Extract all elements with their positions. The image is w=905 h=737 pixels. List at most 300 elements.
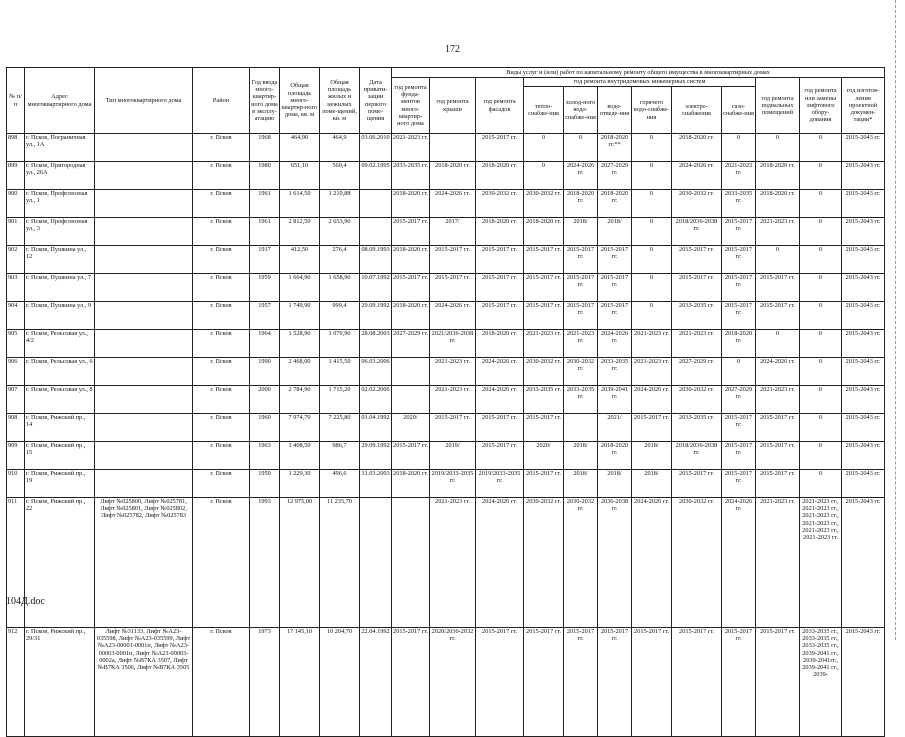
- row-gas: 2015-2017 гг.: [722, 628, 756, 737]
- row-facade: 2018-2020 гг.: [476, 162, 524, 190]
- row-cold: 0: [564, 134, 598, 162]
- row-sewer: 2015-2017 гг.: [598, 274, 632, 302]
- row-cold: 2024-2026 гг.: [564, 162, 598, 190]
- row-area-living: 10 204,70: [320, 628, 360, 737]
- row-lift: 0: [800, 414, 842, 442]
- row-cold: 2018/: [564, 442, 598, 470]
- row-basement: 2024-2026 гг.: [756, 358, 800, 386]
- row-gas: 0: [722, 134, 756, 162]
- row-area-living: 560,4: [320, 162, 360, 190]
- row-basement: 0: [756, 134, 800, 162]
- row-foundation: 2015-2017 гг.: [392, 218, 430, 246]
- row-number: 900: [7, 190, 25, 218]
- row-roof: 2018-2020 гг.: [430, 162, 476, 190]
- row-district: г. Псков: [193, 628, 250, 737]
- hdr-year: Год ввода много-квартир-ного дома в эксплу-атацию: [250, 68, 280, 134]
- row-elec: 2018-2020 гг.: [672, 134, 722, 162]
- row-heat: 2030-2032 гг.: [524, 358, 564, 386]
- row-gas: 2015-2017 гг.: [722, 470, 756, 498]
- row-facade: 2019/2033-2035 гг.: [476, 470, 524, 498]
- row-priv-date: 22.04.1992: [360, 628, 392, 737]
- row-facade: 2015-2017 гг.: [476, 442, 524, 470]
- hdr-sewer: водо-отведе-ния: [598, 87, 632, 134]
- row-area-living: 1 715,20: [320, 386, 360, 414]
- row-heat: 2030-2032 гг.: [524, 498, 564, 628]
- row-gas: 0: [722, 358, 756, 386]
- row-elec: 2024-2026 гг.: [672, 162, 722, 190]
- row-number: 907: [7, 386, 25, 414]
- row-sewer: 2015-2017 гг.: [598, 302, 632, 330]
- row-type: Лифт №025800, Лифт №025781, Лифт №025801, Лифт №025802, Лифт №025782, Лифт №025783: [95, 498, 193, 628]
- row-sewer: 2027-2029 гг.: [598, 162, 632, 190]
- row-year: 1917: [250, 246, 280, 274]
- row-hot: 2021-2023 гг.: [632, 330, 672, 358]
- row-heat: 2015-2017 гг.: [524, 302, 564, 330]
- row-hot: 0: [632, 134, 672, 162]
- row-foundation: 2015-2017 гг.: [392, 442, 430, 470]
- row-gas: 2027-2029 гг.: [722, 386, 756, 414]
- row-number: 898: [7, 134, 25, 162]
- row-foundation: 2020/: [392, 414, 430, 442]
- row-roof: 2019/: [430, 442, 476, 470]
- row-address: г. Псков, Рельсовая ул., 4/2: [25, 330, 95, 358]
- row-sewer: 2015-2017 гг.: [598, 628, 632, 737]
- row-type: [95, 330, 193, 358]
- row-district: г. Псков: [193, 442, 250, 470]
- row-type: [95, 470, 193, 498]
- row-cold: 2015-2017 гг.: [564, 246, 598, 274]
- row-heat: 2021-2023 гг.: [524, 330, 564, 358]
- row-hot: 2018/: [632, 470, 672, 498]
- row-heat: 2015-2017 гг.: [524, 246, 564, 274]
- row-lift: 0: [800, 302, 842, 330]
- row-address: г. Псков, Пушкина ул., 12: [25, 246, 95, 274]
- hdr-services: Виды услуг и (или) работ по капитальному ремонту общего имущества в многоквартирных домах: [392, 68, 885, 78]
- row-lift: 0: [800, 246, 842, 274]
- hdr-roof: год ремонта крыши: [430, 78, 476, 134]
- row-elec: 2033-2035 гг.: [672, 414, 722, 442]
- row-priv-date: [360, 218, 392, 246]
- row-hot: 2018/: [632, 442, 672, 470]
- row-type: [95, 218, 193, 246]
- table-row: [7, 134, 885, 162]
- row-area-living: 276,4: [320, 246, 360, 274]
- row-foundation: [392, 386, 430, 414]
- row-foundation: [392, 498, 430, 628]
- row-elec: 2021-2023 гг.: [672, 330, 722, 358]
- row-cold: 2033-2035 гг.: [564, 386, 598, 414]
- row-lift: 0: [800, 190, 842, 218]
- row-priv-date: 08.09.1993: [360, 246, 392, 274]
- row-project: 2015-2043 гг.: [842, 498, 885, 628]
- row-roof: 2020/2030-2032 гг.: [430, 628, 476, 737]
- row-foundation: 2027-2029 гг.: [392, 330, 430, 358]
- row-priv-date: [360, 498, 392, 628]
- hdr-area-total: Общая площадь много-квартир-ного дома, кв. м: [280, 68, 320, 134]
- row-priv-date: 31.03.2003: [360, 470, 392, 498]
- row-type: [95, 162, 193, 190]
- row-hot: 0: [632, 190, 672, 218]
- row-basement: 2015-2017 гг.: [756, 442, 800, 470]
- row-number: 906: [7, 358, 25, 386]
- row-sewer: 2018-2020 гг.: [598, 442, 632, 470]
- row-number: 910: [7, 470, 25, 498]
- hdr-priv-date: Дата привати-зации первого поме-щения: [360, 68, 392, 134]
- row-area-living: 1 210,88: [320, 190, 360, 218]
- row-lift: 0: [800, 162, 842, 190]
- row-roof: 2019/2033-2035 гг.: [430, 470, 476, 498]
- row-area-living: 1 658,90: [320, 274, 360, 302]
- row-district: г. Псков: [193, 274, 250, 302]
- row-area-total: 1 614,50: [280, 190, 320, 218]
- row-priv-date: 02.02.2006: [360, 386, 392, 414]
- hdr-lift: год ремонта или замены лифтового обору-дования: [800, 78, 842, 134]
- row-type: [95, 414, 193, 442]
- hdr-heat: тепло-снабже-ния: [524, 87, 564, 134]
- row-district: г. Псков: [193, 470, 250, 498]
- row-year: 1961: [250, 190, 280, 218]
- row-roof: 2017/: [430, 218, 476, 246]
- row-area-total: 1 528,90: [280, 330, 320, 358]
- table-row: [7, 628, 885, 737]
- row-elec: 2015-2017 гг.: [672, 470, 722, 498]
- row-cold: 2018/: [564, 218, 598, 246]
- row-basement: 2015-2017 гг.: [756, 302, 800, 330]
- row-elec: 2018/2036-2038 гг.: [672, 218, 722, 246]
- row-hot: 2021-2023 гг.: [632, 358, 672, 386]
- row-facade: 2018-2020 гг.: [476, 218, 524, 246]
- row-area-living: 2 653,90: [320, 218, 360, 246]
- row-year: 1973: [250, 628, 280, 737]
- row-facade: 2024-2026 гг.: [476, 358, 524, 386]
- row-gas: 2015-2017 гг.: [722, 246, 756, 274]
- row-address: г. Псков, Рельсовая ул., 6: [25, 358, 95, 386]
- row-foundation: 2015-2017 гг.: [392, 628, 430, 737]
- row-area-living: 7 225,80: [320, 414, 360, 442]
- row-facade: 2015-2017 гг.: [476, 628, 524, 737]
- row-cold: [564, 414, 598, 442]
- row-basement: 2021-2023 гг.: [756, 218, 800, 246]
- table-row: [7, 190, 885, 218]
- row-gas: 2015-2017 гг.: [722, 302, 756, 330]
- row-cold: 2015-2017 гг.: [564, 302, 598, 330]
- row-priv-date: 09.02.1995: [360, 162, 392, 190]
- table-row: [7, 302, 885, 330]
- hdr-district: Район: [193, 68, 250, 134]
- row-area-total: 651,10: [280, 162, 320, 190]
- row-facade: 2024-2026 гг.: [476, 386, 524, 414]
- row-hot: 2024-2026 гг.: [632, 386, 672, 414]
- row-year: 2000: [250, 386, 280, 414]
- row-number: 909: [7, 442, 25, 470]
- row-district: г. Псков: [193, 414, 250, 442]
- row-elec: 2027-2029 гг.: [672, 358, 722, 386]
- row-roof: 2024-2026 гг.: [430, 302, 476, 330]
- row-cold: 2021-2023 гг.: [564, 330, 598, 358]
- row-project: 2015-2043 гг.: [842, 414, 885, 442]
- hdr-facade: год ремонта фасадов: [476, 78, 524, 134]
- row-lift: 0: [800, 134, 842, 162]
- row-roof: 2021/2036-2038 гг.: [430, 330, 476, 358]
- row-year: 1959: [250, 470, 280, 498]
- row-elec: 2015-2017 гг.: [672, 628, 722, 737]
- table-row: [7, 246, 885, 274]
- row-district: г. Псков: [193, 386, 250, 414]
- row-number: 902: [7, 246, 25, 274]
- row-address: г. Псков, Пушкина ул., 7: [25, 274, 95, 302]
- row-lift: 2033-2035 гг., 2033-2035 гг., 2033-2035 гг., 2039-2041 гг., 2039-2041гг., 2039-2041 гг., 2039-: [800, 628, 842, 737]
- table-row: [7, 274, 885, 302]
- row-roof: 2024-2026 гг.: [430, 190, 476, 218]
- row-project: 2015-2043 гг.: [842, 386, 885, 414]
- hdr-elec: электро-снабжения: [672, 87, 722, 134]
- row-elec: 2033-2035 гг.: [672, 302, 722, 330]
- row-area-living: 11 235,70: [320, 498, 360, 628]
- row-area-total: 412,50: [280, 246, 320, 274]
- hdr-area-living: Общая площадь жилых и нежилых поме-щений, кв. м: [320, 68, 360, 134]
- row-lift: 0: [800, 470, 842, 498]
- row-priv-date: 03.06.2010: [360, 134, 392, 162]
- row-lift: 0: [800, 358, 842, 386]
- footer-filename: 104Д.doc: [6, 596, 45, 607]
- row-district: г. Псков: [193, 218, 250, 246]
- row-gas: 2015-2017 гг.: [722, 218, 756, 246]
- row-heat: 2020/: [524, 442, 564, 470]
- row-year: 1963: [250, 442, 280, 470]
- row-roof: 2015-2017 гг.: [430, 246, 476, 274]
- table-row: [7, 386, 885, 414]
- row-lift: 0: [800, 386, 842, 414]
- row-year: 1993: [250, 498, 280, 628]
- page-edge: [895, 0, 896, 640]
- row-basement: 2018-2020 гг.: [756, 162, 800, 190]
- row-facade: 2015-2017 гг.: [476, 134, 524, 162]
- row-type: Лифт №31133, Лифт №А23-035598, Лифт №А23-035599, Лифт №А23-00001-0001п, Лифт №А23-00003-0001п, Лифт №А23-00003-0002а, Лифт №В7КА 3507, Лифт №В7КА 3506, Лифт №В7КА 3505: [95, 628, 193, 737]
- hdr-num: № п/п: [7, 68, 25, 134]
- hdr-hot: горячего водо-снабже-ния: [632, 87, 672, 134]
- row-cold: 2015-2017 гг.: [564, 274, 598, 302]
- row-cold: 2018-2020 гг.: [564, 190, 598, 218]
- row-address: г. Псков, Рельсовая ул., 8: [25, 386, 95, 414]
- row-hot: 0: [632, 274, 672, 302]
- row-type: [95, 274, 193, 302]
- row-area-living: 464,9: [320, 134, 360, 162]
- row-project: 2015-2043 гг.: [842, 330, 885, 358]
- table-row: [7, 358, 885, 386]
- row-year: 1990: [250, 358, 280, 386]
- row-foundation: 2015-2017 гг.: [392, 274, 430, 302]
- row-basement: 2021-2023 гг.: [756, 498, 800, 628]
- row-priv-date: 28.08.2003: [360, 330, 392, 358]
- row-roof: 2015-2017 гг.: [430, 274, 476, 302]
- hdr-foundation: год ремонта фунда-ментов много-квартир-ного дома: [392, 78, 430, 134]
- row-area-total: 1 408,50: [280, 442, 320, 470]
- row-basement: 2015-2017 гг.: [756, 274, 800, 302]
- row-area-total: 1 664,90: [280, 274, 320, 302]
- row-roof: 2021-2023 гг.: [430, 386, 476, 414]
- row-address: г. Псков, Профсоюзная ул., 1: [25, 190, 95, 218]
- row-cold: 2030-2032 гг.: [564, 358, 598, 386]
- row-project: 2015-2043 гг.: [842, 162, 885, 190]
- row-hot: 2024-2026 гг.: [632, 498, 672, 628]
- row-area-total: 1 229,30: [280, 470, 320, 498]
- row-priv-date: 10.07.1992: [360, 274, 392, 302]
- row-heat: 2015-2017 гг.: [524, 470, 564, 498]
- row-area-total: 12 975,00: [280, 498, 320, 628]
- row-type: [95, 134, 193, 162]
- row-hot: 0: [632, 218, 672, 246]
- row-district: г. Псков: [193, 330, 250, 358]
- row-year: 1964: [250, 330, 280, 358]
- row-cold: 2015-2017 гг.: [564, 628, 598, 737]
- row-district: г. Псков: [193, 246, 250, 274]
- row-hot: 0: [632, 162, 672, 190]
- row-sewer: 2024-2026 гг.: [598, 330, 632, 358]
- row-heat: 0: [524, 162, 564, 190]
- row-type: [95, 386, 193, 414]
- row-area-total: 17 145,10: [280, 628, 320, 737]
- row-gas: 2018-2020 гг.: [722, 330, 756, 358]
- hdr-type: Тип многоквартирного дома: [95, 68, 193, 134]
- row-heat: 2033-2035 гг.: [524, 386, 564, 414]
- row-area-total: 464,90: [280, 134, 320, 162]
- table-row: [7, 162, 885, 190]
- row-facade: 2015-2017 гг.: [476, 274, 524, 302]
- row-area-living: 986,7: [320, 442, 360, 470]
- row-heat: 0: [524, 134, 564, 162]
- row-hot: 2015-2017 гг.: [632, 628, 672, 737]
- table-row: [7, 470, 885, 498]
- row-district: г. Псков: [193, 302, 250, 330]
- row-hot: 0: [632, 302, 672, 330]
- row-heat: 2015-2017 гг.: [524, 414, 564, 442]
- row-basement: 2015-2017 гг.: [756, 414, 800, 442]
- row-foundation: 2018-2020 гг.: [392, 470, 430, 498]
- row-priv-date: 29.09.1992: [360, 442, 392, 470]
- row-elec: 2030-2032 гг.: [672, 498, 722, 628]
- row-sewer: 2021/: [598, 414, 632, 442]
- row-facade: 2024-2026 гг.: [476, 498, 524, 628]
- row-sewer: 2015-2017 гг.: [598, 246, 632, 274]
- hdr-project: год изготов-ления проектной докумен-тации*: [842, 78, 885, 134]
- capital-repair-table: [6, 67, 885, 737]
- row-lift: 0: [800, 442, 842, 470]
- row-number: 908: [7, 414, 25, 442]
- row-facade: 2015-2017 гг.: [476, 246, 524, 274]
- hdr-address: Адрес многоквартирного дома: [25, 68, 95, 134]
- row-number: 903: [7, 274, 25, 302]
- row-area-living: 1 070,90: [320, 330, 360, 358]
- row-basement: 2015-2017 гг.: [756, 470, 800, 498]
- row-type: [95, 358, 193, 386]
- row-address: г. Псков, Пригородная ул., 26А: [25, 162, 95, 190]
- row-priv-date: 06.03.2006: [360, 358, 392, 386]
- row-sewer: 2036-2038 гг.: [598, 498, 632, 628]
- row-lift: 0: [800, 274, 842, 302]
- row-basement: 2018-2020 гг.: [756, 190, 800, 218]
- row-foundation: [392, 358, 430, 386]
- table-row: [7, 330, 885, 358]
- row-address: г. Псков, Рижский пр., 15: [25, 442, 95, 470]
- row-sewer: 2033-2035 гг.: [598, 358, 632, 386]
- row-address: г. Псков, Рижский пр., 19: [25, 470, 95, 498]
- row-area-total: 2 812,50: [280, 218, 320, 246]
- row-facade: 2018-2020 гг.: [476, 330, 524, 358]
- row-project: 2015-2043 гг.: [842, 246, 885, 274]
- row-basement: 2015-2017 гг.: [756, 628, 800, 737]
- row-cold: 2018/: [564, 470, 598, 498]
- row-basement: 0: [756, 330, 800, 358]
- row-number: 911: [7, 498, 25, 628]
- row-gas: 2015-2017 гг.: [722, 442, 756, 470]
- row-year: 1968: [250, 134, 280, 162]
- row-number: 912: [7, 628, 25, 737]
- row-cold: 2030-2032 гг.: [564, 498, 598, 628]
- row-area-total: 2 784,90: [280, 386, 320, 414]
- row-hot: 2015-2017 гг.: [632, 414, 672, 442]
- hdr-systems: год ремонта внутридомовых инженерных систем: [524, 78, 756, 87]
- hdr-basement: год ремонта подвальных помещений: [756, 78, 800, 134]
- row-address: г. Псков, Пограничная ул., 1А: [25, 134, 95, 162]
- row-district: г. Псков: [193, 162, 250, 190]
- row-foundation: 2033-2035 гг.: [392, 162, 430, 190]
- table-row: [7, 442, 885, 470]
- row-heat: 2015-2017 гг.: [524, 628, 564, 737]
- row-priv-date: 29.09.1992: [360, 302, 392, 330]
- row-project: 2015-2043 гг.: [842, 442, 885, 470]
- row-elec: 2015-2017 гг.: [672, 274, 722, 302]
- row-gas: 2033-2035 гг.: [722, 190, 756, 218]
- row-gas: 2021-2023 гг.: [722, 162, 756, 190]
- row-area-living: 1 415,50: [320, 358, 360, 386]
- table-row: [7, 414, 885, 442]
- row-roof: [430, 134, 476, 162]
- row-area-living: 496,6: [320, 470, 360, 498]
- row-basement: 0: [756, 246, 800, 274]
- row-priv-date: 01.04.1992: [360, 414, 392, 442]
- row-lift: 2021-2023 гг., 2021-2023 гг., 2021-2023 гг., 2021-2023 гг., 2021-2023 гг., 2021-2023 гг.: [800, 498, 842, 628]
- row-address: г. Псков, Профсоюзная ул., 3: [25, 218, 95, 246]
- row-area-living: 999,4: [320, 302, 360, 330]
- row-sewer: 2018/: [598, 470, 632, 498]
- row-type: [95, 190, 193, 218]
- row-address: г. Псков, Рижский пр., 29/31: [25, 628, 95, 737]
- row-foundation: 2018-2020 гг.: [392, 246, 430, 274]
- page-number: 172: [445, 44, 460, 55]
- row-project: 2015-2043 гг.: [842, 218, 885, 246]
- hdr-cold: холод-ного водо-снабже-ния: [564, 87, 598, 134]
- row-year: 1960: [250, 414, 280, 442]
- row-address: г. Псков, Пушкина ул., 9: [25, 302, 95, 330]
- row-type: [95, 246, 193, 274]
- row-facade: 2030-2032 гг.: [476, 190, 524, 218]
- table-row: [7, 498, 885, 628]
- row-elec: 2015-2017 гг.: [672, 246, 722, 274]
- row-address: г. Псков, Рижский пр., 14: [25, 414, 95, 442]
- row-project: 2015-2043 гг.: [842, 628, 885, 737]
- row-elec: 2018/2036-2038 гг.: [672, 442, 722, 470]
- row-district: г. Псков: [193, 134, 250, 162]
- row-area-total: 7 974,70: [280, 414, 320, 442]
- row-district: г. Псков: [193, 358, 250, 386]
- table-row: [7, 218, 885, 246]
- row-roof: 2015-2017 гг.: [430, 414, 476, 442]
- row-project: 2015-2043 гг.: [842, 190, 885, 218]
- row-lift: 0: [800, 218, 842, 246]
- row-foundation: 2018-2020 гг.: [392, 190, 430, 218]
- row-gas: 2015-2017 гг.: [722, 414, 756, 442]
- row-project: 2015-2043 гг.: [842, 134, 885, 162]
